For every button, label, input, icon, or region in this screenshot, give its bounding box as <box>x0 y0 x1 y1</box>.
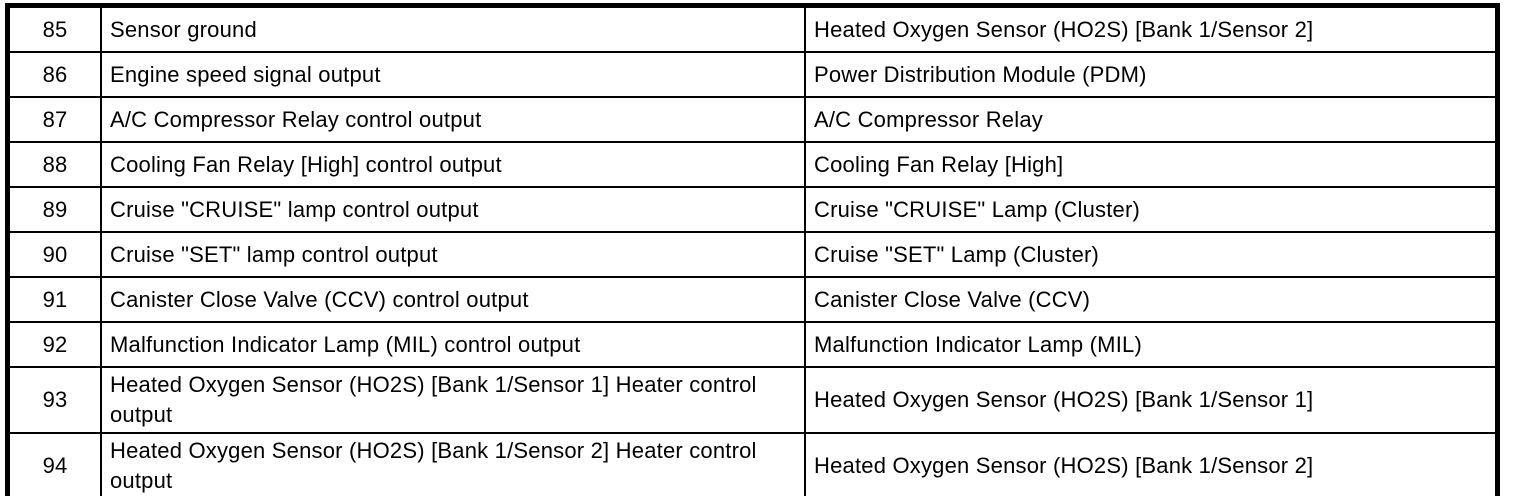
description-cell: A/C Compressor Relay control output <box>101 97 805 142</box>
component-cell: Malfunction Indicator Lamp (MIL) <box>805 322 1498 367</box>
table-row <box>8 52 1498 97</box>
table-row <box>8 277 1498 322</box>
pinout-table-body <box>8 6 1498 496</box>
table-row <box>8 142 1498 187</box>
component-cell: Heated Oxygen Sensor (HO2S) [Bank 1/Sensor 2] <box>805 433 1498 496</box>
component-cell: Canister Close Valve (CCV) <box>805 277 1498 322</box>
connector-pinout-table <box>5 3 1500 496</box>
pin-cell: 92 <box>8 322 102 367</box>
pin-cell: 85 <box>8 6 102 53</box>
component-cell: Heated Oxygen Sensor (HO2S) [Bank 1/Sensor 1] <box>805 367 1498 433</box>
description-cell: Sensor ground <box>101 6 805 53</box>
pin-cell: 91 <box>8 277 102 322</box>
table-row <box>8 6 1498 53</box>
pin-cell: 93 <box>8 367 102 433</box>
component-cell: Heated Oxygen Sensor (HO2S) [Bank 1/Sensor 2] <box>805 6 1498 53</box>
description-cell: Malfunction Indicator Lamp (MIL) control output <box>101 322 805 367</box>
table-row <box>8 97 1498 142</box>
table-row <box>8 367 1498 433</box>
pin-cell: 87 <box>8 97 102 142</box>
table-row <box>8 232 1498 277</box>
description-cell: Cruise "SET" lamp control output <box>101 232 805 277</box>
description-cell: Canister Close Valve (CCV) control output <box>101 277 805 322</box>
component-cell: Cruise "CRUISE" Lamp (Cluster) <box>805 187 1498 232</box>
component-cell: Cruise "SET" Lamp (Cluster) <box>805 232 1498 277</box>
pin-cell: 94 <box>8 433 102 496</box>
description-cell: Cruise "CRUISE" lamp control output <box>101 187 805 232</box>
component-cell: Power Distribution Module (PDM) <box>805 52 1498 97</box>
table-row <box>8 322 1498 367</box>
component-cell: A/C Compressor Relay <box>805 97 1498 142</box>
description-cell: Engine speed signal output <box>101 52 805 97</box>
table-row <box>8 433 1498 496</box>
pin-cell: 86 <box>8 52 102 97</box>
table-row <box>8 187 1498 232</box>
pin-cell: 88 <box>8 142 102 187</box>
description-cell: Heated Oxygen Sensor (HO2S) [Bank 1/Sensor 2] Heater control output <box>101 433 805 496</box>
pin-cell: 90 <box>8 232 102 277</box>
pin-cell: 89 <box>8 187 102 232</box>
description-cell: Cooling Fan Relay [High] control output <box>101 142 805 187</box>
component-cell: Cooling Fan Relay [High] <box>805 142 1498 187</box>
description-cell: Heated Oxygen Sensor (HO2S) [Bank 1/Sensor 1] Heater control output <box>101 367 805 433</box>
